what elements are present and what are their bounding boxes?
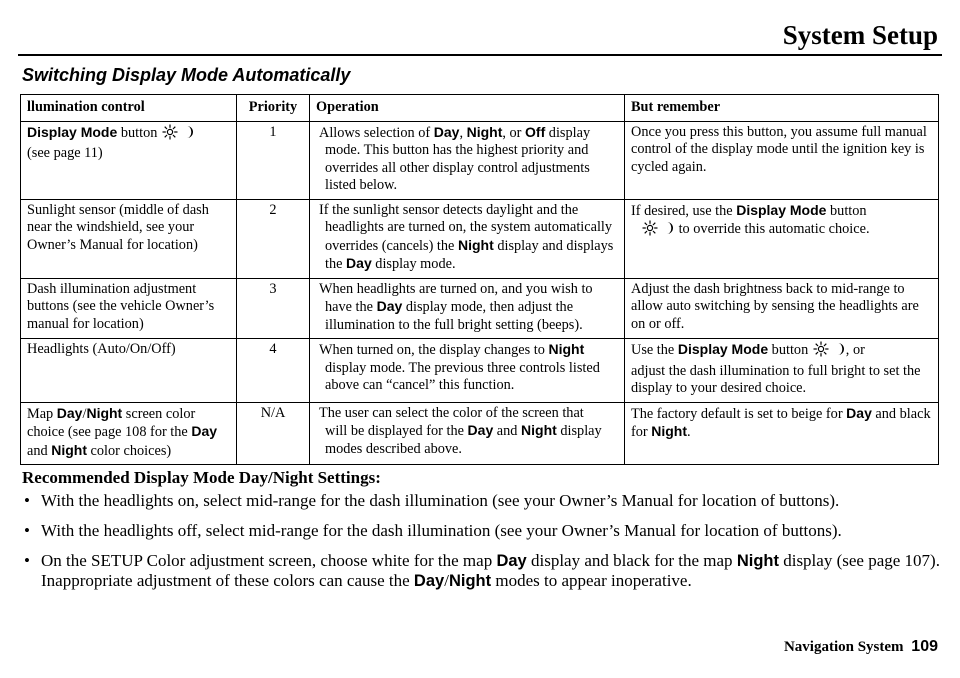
page-footer bbox=[784, 638, 938, 656]
header-divider bbox=[18, 54, 942, 56]
cell-remember: Adjust the dash brightness back to mid-range to allow auto switching by sensing the headlights are on or off. bbox=[625, 278, 939, 339]
cell-control: Dash illumination adjustment buttons (see the vehicle Owner’s manual for location) bbox=[21, 278, 237, 339]
list-item: • On the SETUP Color adjustment screen, choose white for the map Day display and black for the map Night display (see page 107). Inappropriate adjustment of these colors can cause the Day/Night modes to appear inoperative. bbox=[24, 551, 940, 590]
table-row bbox=[21, 199, 939, 278]
cell-control: Map Day/Night screen color choice (see page 108 for the Day and Night color choices) bbox=[21, 402, 237, 465]
cell-remember: Once you press this button, you assume full manual control of the display mode until the ignition key is cycled again. bbox=[625, 121, 939, 199]
recommended-settings-title: Recommended Display Mode Day/Night Settings: bbox=[22, 468, 381, 487]
list-item: • With the headlights off, select mid-range for the dash illumination (see your Owner’s Manual for location of buttons). bbox=[24, 521, 842, 540]
footer-label: Navigation System bbox=[783, 639, 904, 655]
cell-priority: 1 bbox=[237, 121, 310, 199]
cell-control: Sunlight sensor (middle of dash near the windshield, see your Owner’s Manual for location) bbox=[21, 199, 237, 278]
recommended-settings-list bbox=[22, 491, 942, 602]
table-header-row bbox=[21, 95, 939, 122]
cell-operation: When headlights are turned on, and you wish to have the Day display mode, then adjust the illumination to the full bright setting (beeps). bbox=[310, 278, 625, 339]
section-title: Switching Display Mode Automatically bbox=[22, 65, 351, 85]
page-number: 109 bbox=[911, 638, 938, 655]
list-item: • With the headlights on, select mid-range for the dash illumination (see your Owner’s Manual for location of buttons). bbox=[24, 491, 840, 510]
cell-operation: Allows selection of Day, Night, or Off display mode. This button has the highest priority and overrides all other display control adjustments listed below. bbox=[310, 121, 625, 199]
header-operation: Operation bbox=[310, 95, 625, 122]
cell-priority: N/A bbox=[237, 402, 310, 465]
table-row bbox=[21, 402, 939, 465]
table-row bbox=[21, 278, 939, 339]
cell-remember: If desired, use the Display Mode button to override this automatic choice. bbox=[625, 199, 939, 278]
header-priority: Priority bbox=[237, 95, 310, 122]
sun-moon-icon bbox=[161, 124, 195, 146]
display-mode-label: Display Mode bbox=[27, 123, 118, 140]
page-title: System Setup bbox=[782, 20, 938, 50]
cell-operation: The user can select the color of the screen that will be displayed for the Day and Night display modes described above. bbox=[310, 402, 625, 465]
cell-remember: The factory default is set to beige for Day and black for Night. bbox=[625, 402, 939, 465]
sun-moon-icon bbox=[812, 341, 846, 363]
cell-priority: 3 bbox=[237, 278, 310, 339]
display-control-table bbox=[20, 94, 939, 465]
header-but-remember: But remember bbox=[625, 95, 939, 122]
cell-priority: 4 bbox=[237, 339, 310, 403]
cell-priority: 2 bbox=[237, 199, 310, 278]
cell-operation: If the sunlight sensor detects daylight and the headlights are turned on, the system automatically overrides (cancels) the Night display and displays the Day display mode. bbox=[310, 199, 625, 278]
cell-control: Headlights (Auto/On/Off) bbox=[21, 339, 237, 403]
cell-control: Display Mode button (see page 11) bbox=[21, 121, 237, 199]
sun-moon-icon bbox=[641, 220, 675, 242]
cell-remember: Use the Display Mode button , or adjust the dash illumination to full bright to set the display to your desired choice. bbox=[625, 339, 939, 403]
table-row bbox=[21, 339, 939, 403]
cell-operation: When turned on, the display changes to Night display mode. The previous three controls listed above can “cancel” this function. bbox=[310, 339, 625, 403]
header-illumination-control: llumination control bbox=[21, 95, 237, 122]
table-row bbox=[21, 121, 939, 199]
